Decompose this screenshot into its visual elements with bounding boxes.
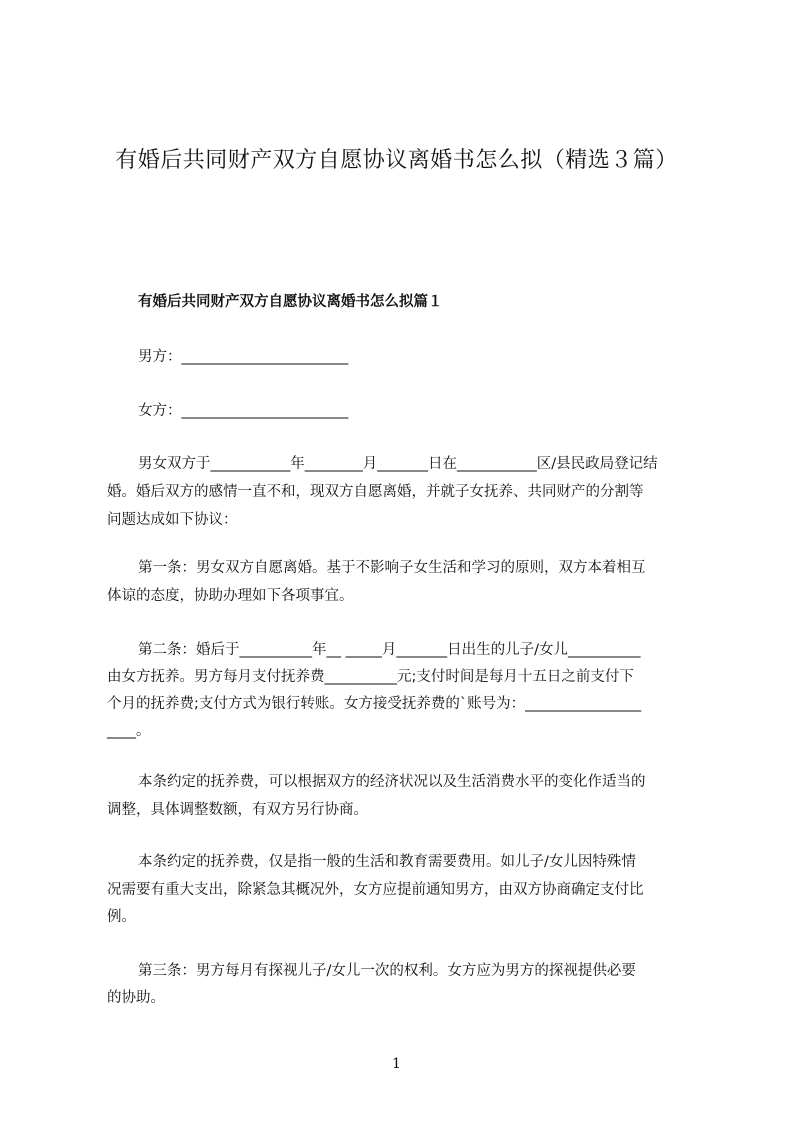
paragraph-line: 本条约定的抚养费，可以根据双方的经济状况以及生活消费水平的变化作适当的 bbox=[138, 774, 646, 790]
document-title: 有婚后共同财产双方自愿协议离婚书怎么拟（精选３篇） bbox=[115, 148, 678, 173]
paragraph-line: 的协助。 bbox=[107, 990, 165, 1006]
paragraph-line: 例。 bbox=[107, 909, 136, 925]
paragraph-line: 男女双方于___________年________月_______日在___________区/县民政局登记结 bbox=[138, 456, 658, 472]
paragraph-line: 个月的抚养费;支付方式为银行转账。女方接受抚养费的`账号为：________________ bbox=[107, 696, 642, 712]
paragraph-line: ____。 bbox=[107, 723, 151, 739]
paragraph-line: 第二条：婚后于__________年__ _____月_______日出生的儿子/女儿__________ bbox=[138, 642, 641, 658]
paragraph-line: 第一条：男女双方自愿离婚。基于不影响子女生活和学习的原则，双方本着相互 bbox=[138, 560, 646, 576]
paragraph-line: 本条约定的抚养费，仅是指一般的生活和教育需要费用。如儿子/女儿因特殊情 bbox=[138, 854, 636, 870]
paragraph-line: 问题达成如下协议： bbox=[107, 512, 238, 528]
paragraph-line: 况需要有重大支出，除紧急其概况外，女方应提前通知男方，由双方协商确定支付比 bbox=[107, 882, 644, 898]
paragraph-line: 第三条：男方每月有探视儿子/女儿一次的权利。女方应为男方的探视提供必要 bbox=[138, 963, 636, 979]
paragraph-line: 体谅的态度，协助办理如下各项事宜。 bbox=[107, 588, 354, 604]
page-number: 1 bbox=[392, 1056, 401, 1072]
paragraph-line: 调整，具体调整数额，有双方另行协商。 bbox=[107, 802, 368, 818]
husband-line: 男方：_______________________ bbox=[138, 349, 349, 365]
paragraph-line: 婚。婚后双方的感情一直不和，现双方自愿离婚，并就子女抚养、共同财产的分割等 bbox=[107, 484, 644, 500]
wife-line: 女方：_______________________ bbox=[138, 403, 349, 419]
paragraph-line: 由女方抚养。男方每月支付抚养费__________元;支付时间是每月十五日之前支付下 bbox=[107, 669, 634, 685]
section-title: 有婚后共同财产双方自愿协议离婚书怎么拟篇１ bbox=[138, 294, 443, 310]
